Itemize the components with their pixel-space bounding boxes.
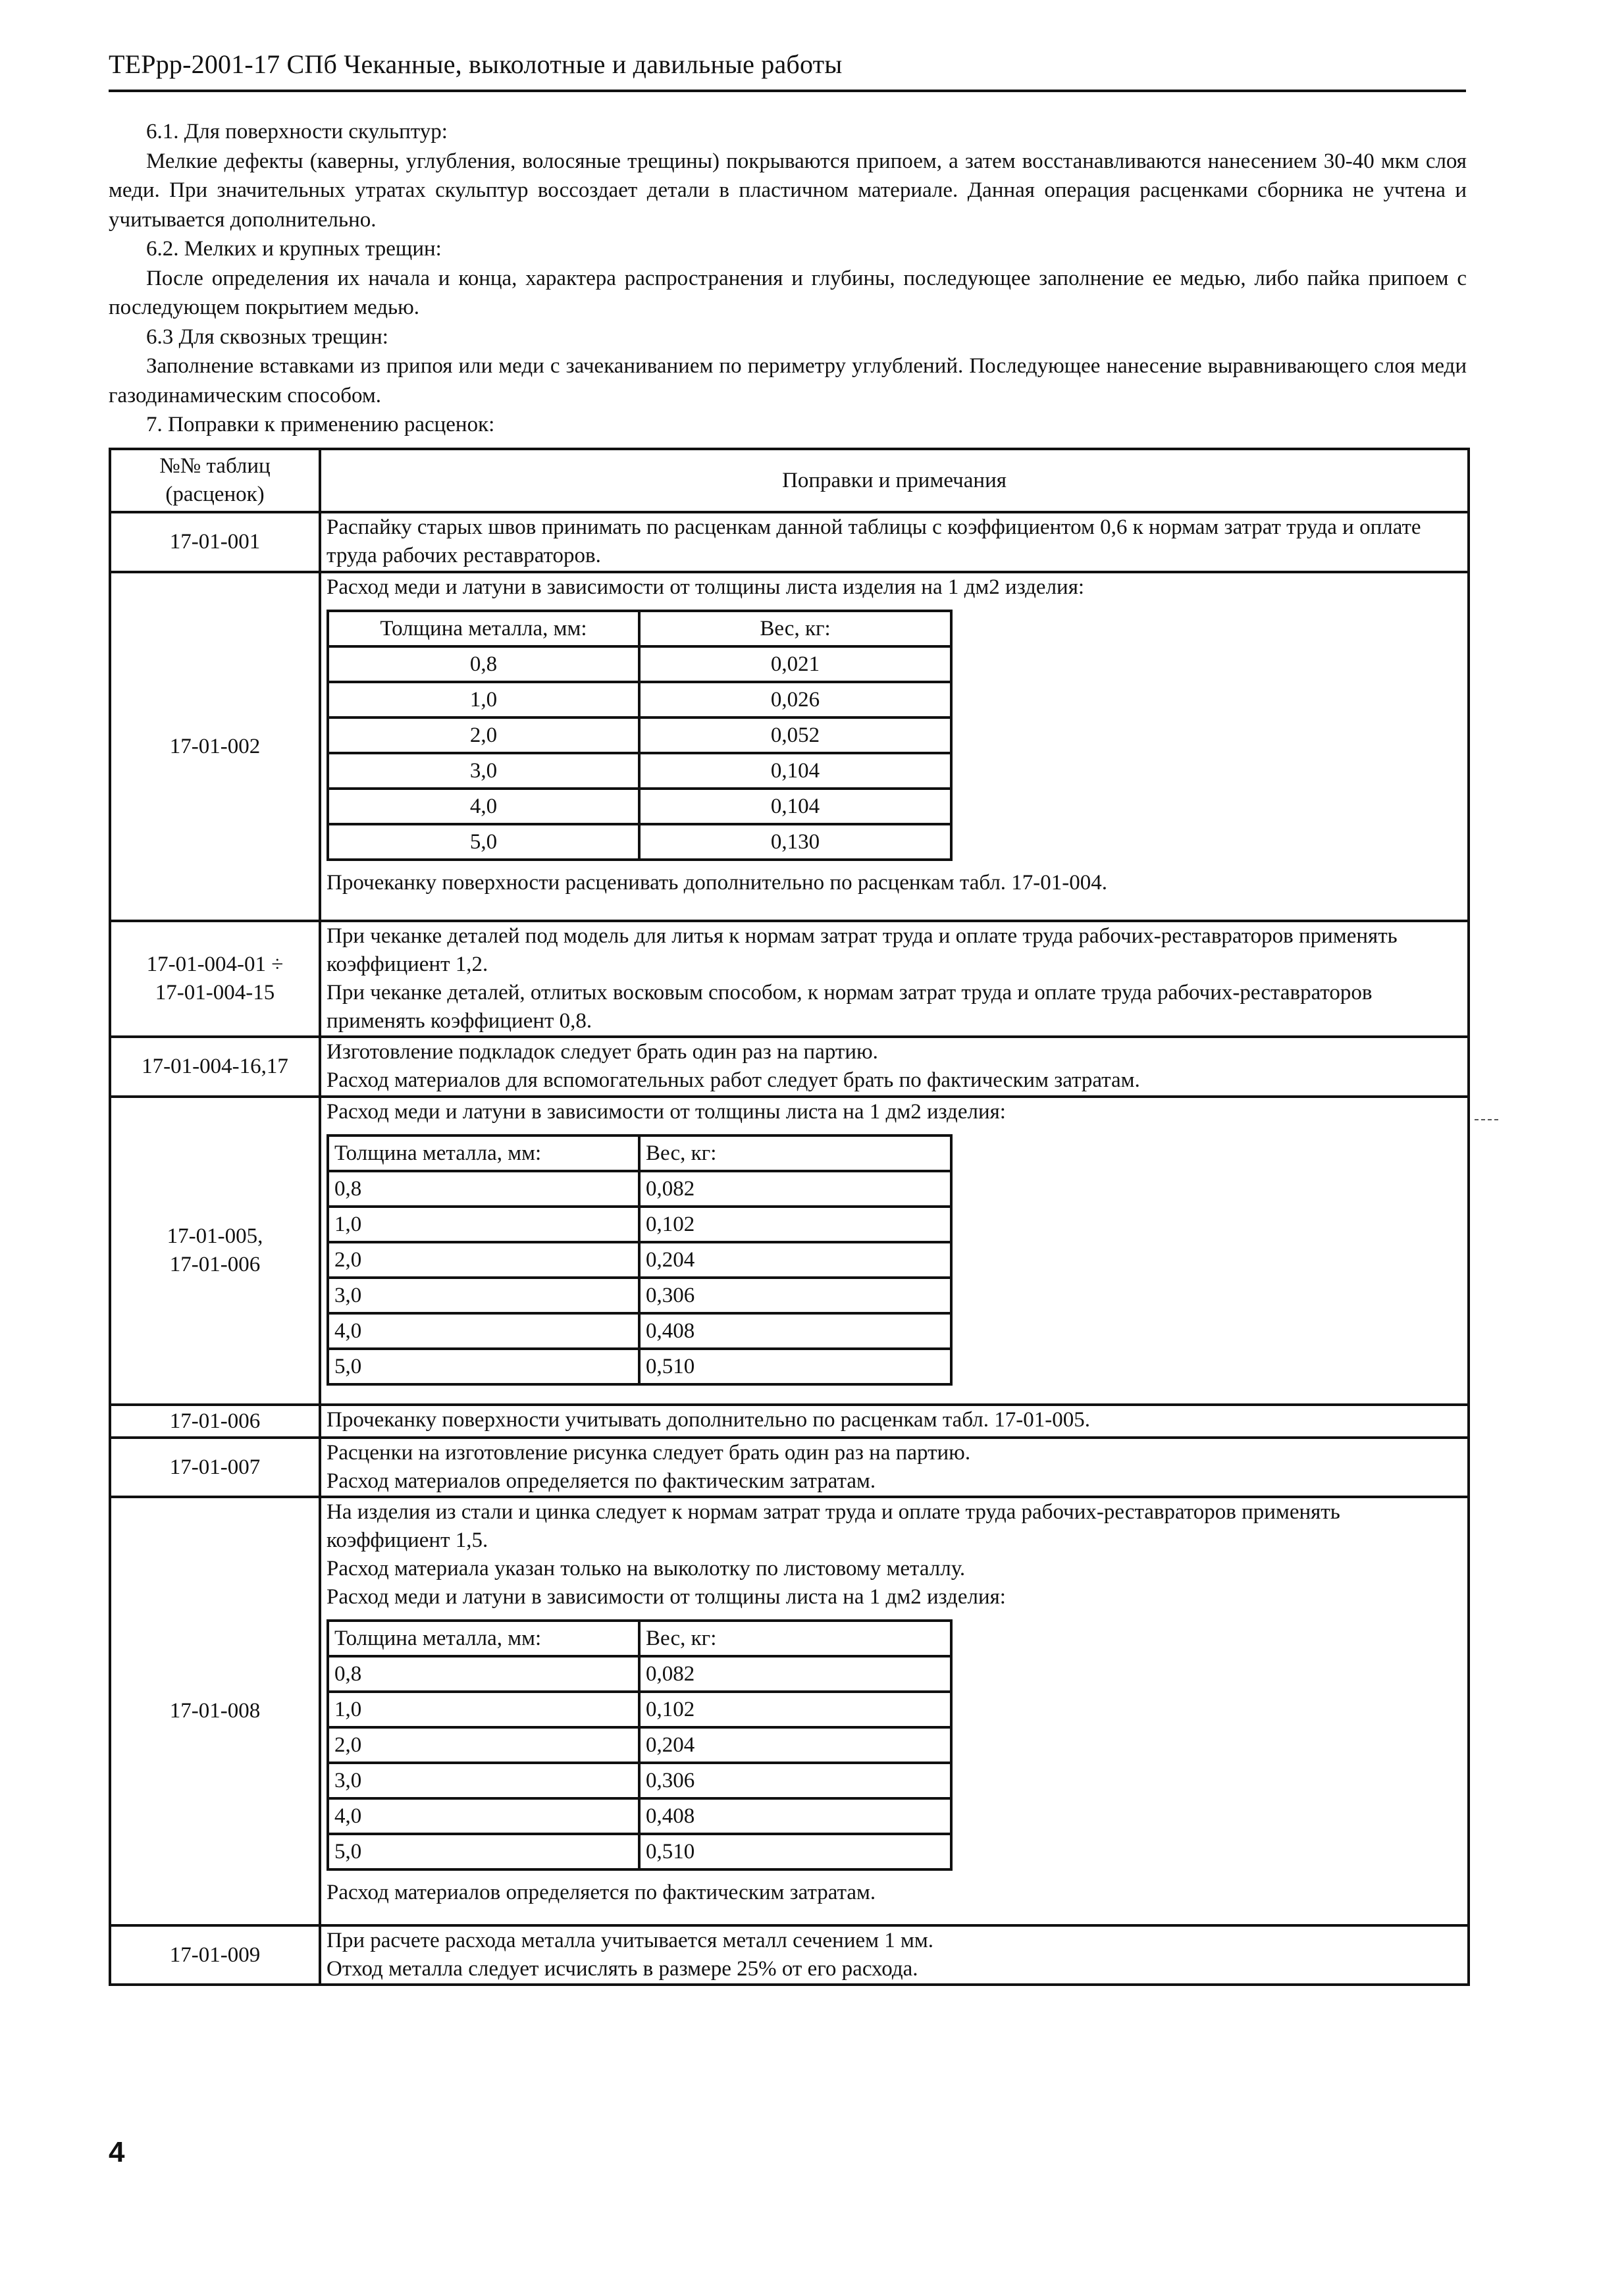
table-number: 17-01-006 (169, 1409, 261, 1433)
subtable-row (328, 1834, 951, 1869)
table-number-cell (110, 512, 320, 572)
table-number-cell (110, 1497, 320, 1925)
thickness-value: 1,0 (328, 1207, 639, 1242)
thickness-value: 3,0 (328, 1278, 639, 1313)
weight-value: 0,082 (639, 1171, 951, 1207)
note-text: На изделия из стали и цинка следует к нормам затрат труда и оплате труда рабочих-реставраторов применять коэффициент 1,5. (327, 1500, 1340, 1552)
note-text: Расход материалов определяется по фактическим затратам. (327, 1469, 876, 1493)
table-number: 17-01-004-16,17 (142, 1055, 288, 1078)
table-row (110, 1405, 1469, 1438)
table-number: 17-01-005, (167, 1224, 263, 1248)
thickness-value: 3,0 (328, 753, 639, 789)
note-text: Изготовление подкладок следует брать один раз на партию. (327, 1040, 878, 1064)
note-text: При расчете расхода металла учитывается металл сечением 1 мм. (327, 1929, 934, 1952)
subtable-row (328, 682, 951, 718)
subtable-header-weight: Вес, кг: (639, 1136, 951, 1171)
subtable-row (328, 1763, 951, 1798)
header-line: (расценок) (165, 483, 265, 506)
thickness-value: 5,0 (328, 1834, 639, 1869)
thickness-value: 1,0 (328, 1692, 639, 1727)
intro-paragraph: 7. Поправки к применению расценок: (146, 413, 495, 436)
intro-section (109, 117, 1467, 440)
table-row (110, 1925, 1469, 1985)
subtable-row (328, 824, 951, 860)
weight-subtable (327, 1619, 953, 1871)
subtable-row (328, 753, 951, 789)
subtable-row (328, 1656, 951, 1692)
table-number-cell (110, 1925, 320, 1985)
page-header-title: ТЕРрр-2001-17 СПб Чеканные, выколотные и давильные работы (109, 49, 843, 79)
subtable-row (328, 1313, 951, 1349)
table-number-cell (110, 921, 320, 1037)
notes-cell (320, 1438, 1469, 1497)
subtable-row (328, 1349, 951, 1384)
subtable-header-weight: Вес, кг: (639, 611, 951, 646)
scan-edge-mark (1475, 1119, 1498, 1120)
subtable-row (328, 1692, 951, 1727)
note-text: Расход материалов определяется по фактическим затратам. (327, 1881, 876, 1904)
notes-cell (320, 1497, 1469, 1925)
weight-value: 0,082 (639, 1656, 951, 1692)
subtable-row (328, 1207, 951, 1242)
subtable-row (328, 1171, 951, 1207)
thickness-value: 1,0 (328, 682, 639, 718)
table-row (110, 1438, 1469, 1497)
note-text: Расход меди и латуни в зависимости от толщины листа изделия на 1 дм2 изделия: (327, 575, 1085, 599)
thickness-value: 5,0 (328, 1349, 639, 1384)
weight-value: 0,204 (639, 1242, 951, 1278)
weight-value: 0,130 (639, 824, 951, 860)
note-text: Расход меди и латуни в зависимости от толщины листа на 1 дм2 изделия: (327, 1100, 1006, 1124)
weight-subtable (327, 1134, 953, 1386)
table-row (110, 1097, 1469, 1405)
subtable-row (328, 1798, 951, 1834)
header-rule (109, 90, 1466, 92)
subtable-row (328, 1278, 951, 1313)
weight-subtable (327, 610, 953, 861)
weight-value: 0,306 (639, 1278, 951, 1313)
thickness-value: 2,0 (328, 1242, 639, 1278)
intro-paragraph: 6.3 Для сквозных трещин: (146, 325, 388, 349)
note-text: Распайку старых швов принимать по расценкам данной таблицы с коэффициентом 0,6 к нормам затрат труда и оплате труда рабочих реставраторов. (327, 515, 1421, 567)
notes-cell (320, 1405, 1469, 1438)
weight-value: 0,104 (639, 753, 951, 789)
table-row (110, 921, 1469, 1037)
table-number: 17-01-004-01 ÷ (146, 953, 284, 976)
subtable-header-row (328, 611, 951, 646)
corrections-table (109, 448, 1470, 1986)
table-row (110, 1037, 1469, 1097)
notes-cell (320, 512, 1469, 572)
notes-cell (320, 921, 1469, 1037)
subtable-header-thickness: Толщина металла, мм: (328, 1621, 639, 1656)
subtable-header-row (328, 1136, 951, 1171)
intro-paragraph: Заполнение вставками из припоя или меди с зачеканиванием по периметру углублений. Последующее нанесение выравнивающего слоя меди газодинамическим способом. (109, 354, 1467, 407)
table-number: 17-01-008 (169, 1699, 261, 1723)
weight-value: 0,021 (639, 646, 951, 682)
weight-value: 0,102 (639, 1692, 951, 1727)
intro-paragraph: 6.1. Для поверхности скульптур: (146, 120, 448, 144)
weight-value: 0,102 (639, 1207, 951, 1242)
intro-paragraph: 6.2. Мелких и крупных трещин: (146, 237, 442, 261)
table-number-cell (110, 1438, 320, 1497)
notes-cell (320, 1097, 1469, 1405)
subtable-row (328, 646, 951, 682)
subtable-header-thickness: Толщина металла, мм: (328, 611, 639, 646)
thickness-value: 4,0 (328, 789, 639, 824)
intro-paragraph: После определения их начала и конца, характера распространения и глубины, последующее заполнение ее медью, либо пайка припоем с последующем покрытием медью. (109, 266, 1467, 319)
weight-value: 0,408 (639, 1798, 951, 1834)
table-number-cell (110, 572, 320, 921)
thickness-value: 0,8 (328, 1171, 639, 1207)
thickness-value: 0,8 (328, 1656, 639, 1692)
thickness-value: 2,0 (328, 1727, 639, 1763)
header-notes: Поправки и примечания (320, 449, 1469, 512)
weight-value: 0,510 (639, 1349, 951, 1384)
table-number-cell (110, 1037, 320, 1097)
subtable-row (328, 1242, 951, 1278)
subtable-row (328, 789, 951, 824)
weight-value: 0,104 (639, 789, 951, 824)
subtable-header-thickness: Толщина металла, мм: (328, 1136, 639, 1171)
note-text: Расход меди и латуни в зависимости от толщины листа на 1 дм2 изделия: (327, 1585, 1006, 1609)
table-header-row (110, 449, 1469, 512)
table-number: 17-01-009 (169, 1943, 261, 1967)
table-row (110, 1497, 1469, 1925)
weight-value: 0,510 (639, 1834, 951, 1869)
header-table-numbers (110, 449, 320, 512)
weight-value: 0,052 (639, 718, 951, 753)
header-line: №№ таблиц (159, 454, 271, 478)
notes-cell (320, 572, 1469, 921)
thickness-value: 5,0 (328, 824, 639, 860)
note-text: Прочеканку поверхности расценивать дополнительно по расценкам табл. 17-01-004. (327, 871, 1108, 895)
table-number-cell (110, 1405, 320, 1438)
note-text: Расценки на изготовление рисунка следует брать один раз на партию. (327, 1441, 971, 1465)
note-text: Расход материала указан только на выколотку по листовому металлу. (327, 1557, 966, 1580)
table-number: 17-01-004-15 (155, 981, 275, 1005)
subtable-header-row (328, 1621, 951, 1656)
table-number: 17-01-001 (169, 530, 261, 554)
table-number: 17-01-006 (169, 1253, 261, 1276)
thickness-value: 3,0 (328, 1763, 639, 1798)
note-text: Отход металла следует исчислять в размере 25% от его расхода. (327, 1957, 918, 1981)
weight-value: 0,204 (639, 1727, 951, 1763)
page-number: 4 (109, 2136, 125, 2168)
weight-value: 0,026 (639, 682, 951, 718)
thickness-value: 2,0 (328, 718, 639, 753)
thickness-value: 4,0 (328, 1313, 639, 1349)
weight-value: 0,306 (639, 1763, 951, 1798)
intro-paragraph: Мелкие дефекты (каверны, углубления, волосяные трещины) покрываются припоем, а затем восстанавливаются нанесением 30-40 мкм слоя меди. При значительных утратах скульптур воссоздает детали в пластичном материале. Данная операция расценками сборника не учтена и учитывается дополнительно. (109, 149, 1467, 232)
table-number: 17-01-002 (169, 734, 261, 758)
weight-value: 0,408 (639, 1313, 951, 1349)
note-text: Прочеканку поверхности учитывать дополнительно по расценкам табл. 17-01-005. (327, 1408, 1090, 1432)
note-text: Расход материалов для вспомогательных работ следует брать по фактическим затратам. (327, 1068, 1140, 1092)
notes-cell (320, 1925, 1469, 1985)
table-row (110, 572, 1469, 921)
table-number: 17-01-007 (169, 1455, 261, 1479)
thickness-value: 0,8 (328, 646, 639, 682)
table-row (110, 512, 1469, 572)
subtable-row (328, 718, 951, 753)
subtable-header-weight: Вес, кг: (639, 1621, 951, 1656)
table-number-cell (110, 1097, 320, 1405)
note-text: При чеканке деталей, отлитых восковым способом, к нормам затрат труда и оплате труда рабочих-реставраторов применять коэффициент 0,8. (327, 981, 1373, 1033)
subtable-row (328, 1727, 951, 1763)
notes-cell (320, 1037, 1469, 1097)
thickness-value: 4,0 (328, 1798, 639, 1834)
note-text: При чеканке деталей под модель для литья к нормам затрат труда и оплате труда рабочих-реставраторов применять коэффициент 1,2. (327, 924, 1398, 976)
